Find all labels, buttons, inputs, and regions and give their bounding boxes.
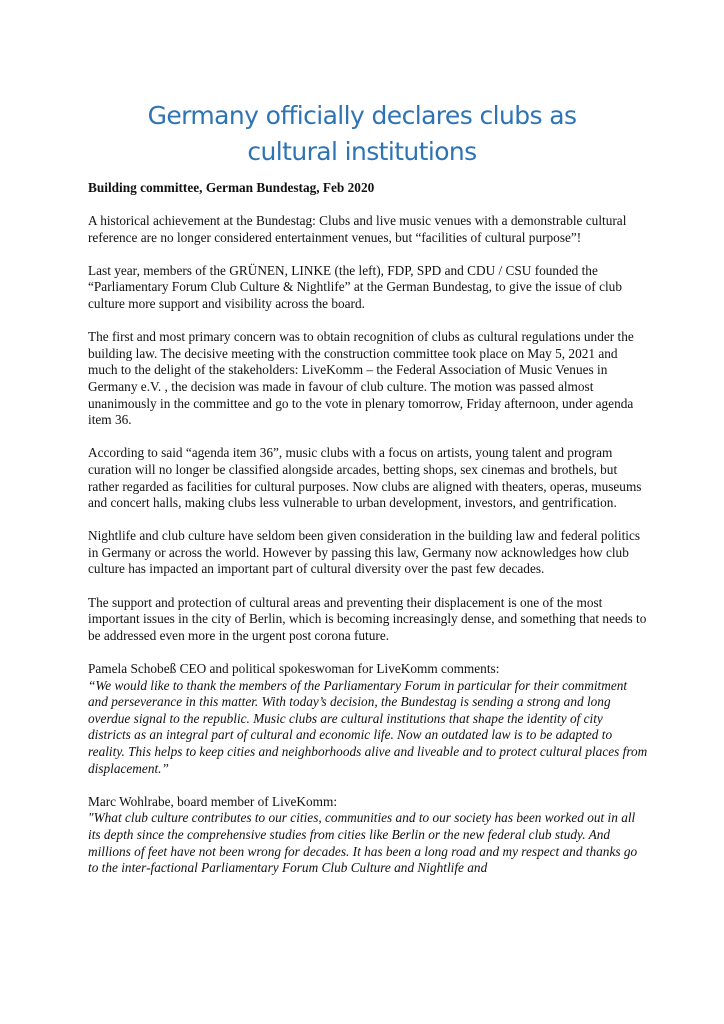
quote-block <box>88 794 648 877</box>
title-line-1: Germany officially declares clubs as <box>147 101 577 130</box>
document-body <box>88 213 648 893</box>
quote-text: "What club culture contributes to our cities, communities and to our society has been worked out in all its depth since the comprehensive studies from cities like Berlin or the new federal club study. And millions of feet have not been wrong for decades. It has been a long road and my respect and thanks go to the inter-factional Parliamentary Forum Club Culture and Nightlife and <box>88 810 638 876</box>
document-subtitle: Building committee, German Bundestag, Feb 2020 <box>88 180 375 195</box>
quote-text: “We would like to thank the members of the Parliamentary Forum in particular for their commitment and perseverance in this matter. With today’s decision, the Bundestag is sending a strong and long overdue signal to the republic. Music clubs are cultural institutions that shape the identity of city districts as an integral part of cultural and economic life. Now an outdated law is to be adapted to reality. This helps to keep cities and neighborhoods alive and liveable and to protect cultural places from displacement.” <box>88 677 648 776</box>
paragraph: Last year, members of the GRÜNEN, LINKE (the left), FDP, SPD and CDU / CSU founded the “Parliamentary Forum Club Culture & Nightlife” at the German Bundestag, to give the issue of club culture more support and visibility across the board. <box>88 262 622 311</box>
quote-speaker: Marc Wohlrabe, board member of LiveKomm: <box>88 793 338 809</box>
paragraph: A historical achievement at the Bundestag: Clubs and live music venues with a demonstrable cultural reference are no longer considered entertainment venues, but “facilities of cultural purpose”! <box>88 213 627 245</box>
paragraph: According to said “agenda item 36”, music clubs with a focus on artists, young talent and program curation will no longer be classified alongside arcades, betting shops, sex cinemas and brothels, but rather regarded as facilities for cultural purposes. Now clubs are aligned with theaters, operas, museums and concert halls, making clubs less vulnerable to urban development, investors, and gentrification. <box>88 445 642 511</box>
paragraph: The first and most primary concern was to obtain recognition of clubs as cultural regulations under the building law. The decisive meeting with the construction committee took place on May 5, 2021 and much to the delight of the stakeholders: LiveKomm – the Federal Association of Music Venues in Germany e.V. , the decision was made in favour of club culture. The motion was passed almost unanimously in the committee and go to the vote in plenary tomorrow, Friday afternoon, under agenda item 36. <box>88 329 634 428</box>
title-line-2: cultural institutions <box>247 137 477 166</box>
paragraph: The support and protection of cultural areas and preventing their displacement is one of the most important issues in the city of Berlin, which is becoming increasingly dense, and something that needs to be addressed even more in the urgent post corona future. <box>88 594 647 643</box>
quote-speaker: Pamela Schobeß CEO and political spokeswoman for LiveKomm comments: <box>88 661 500 677</box>
paragraph: Nightlife and club culture have seldom been given consideration in the building law and federal politics in Germany or across the world. However by passing this law, Germany now acknowledges how club culture has impacted an important part of cultural diversity over the past few decades. <box>88 528 641 577</box>
quote-block <box>88 661 648 777</box>
document-title <box>60 98 664 170</box>
